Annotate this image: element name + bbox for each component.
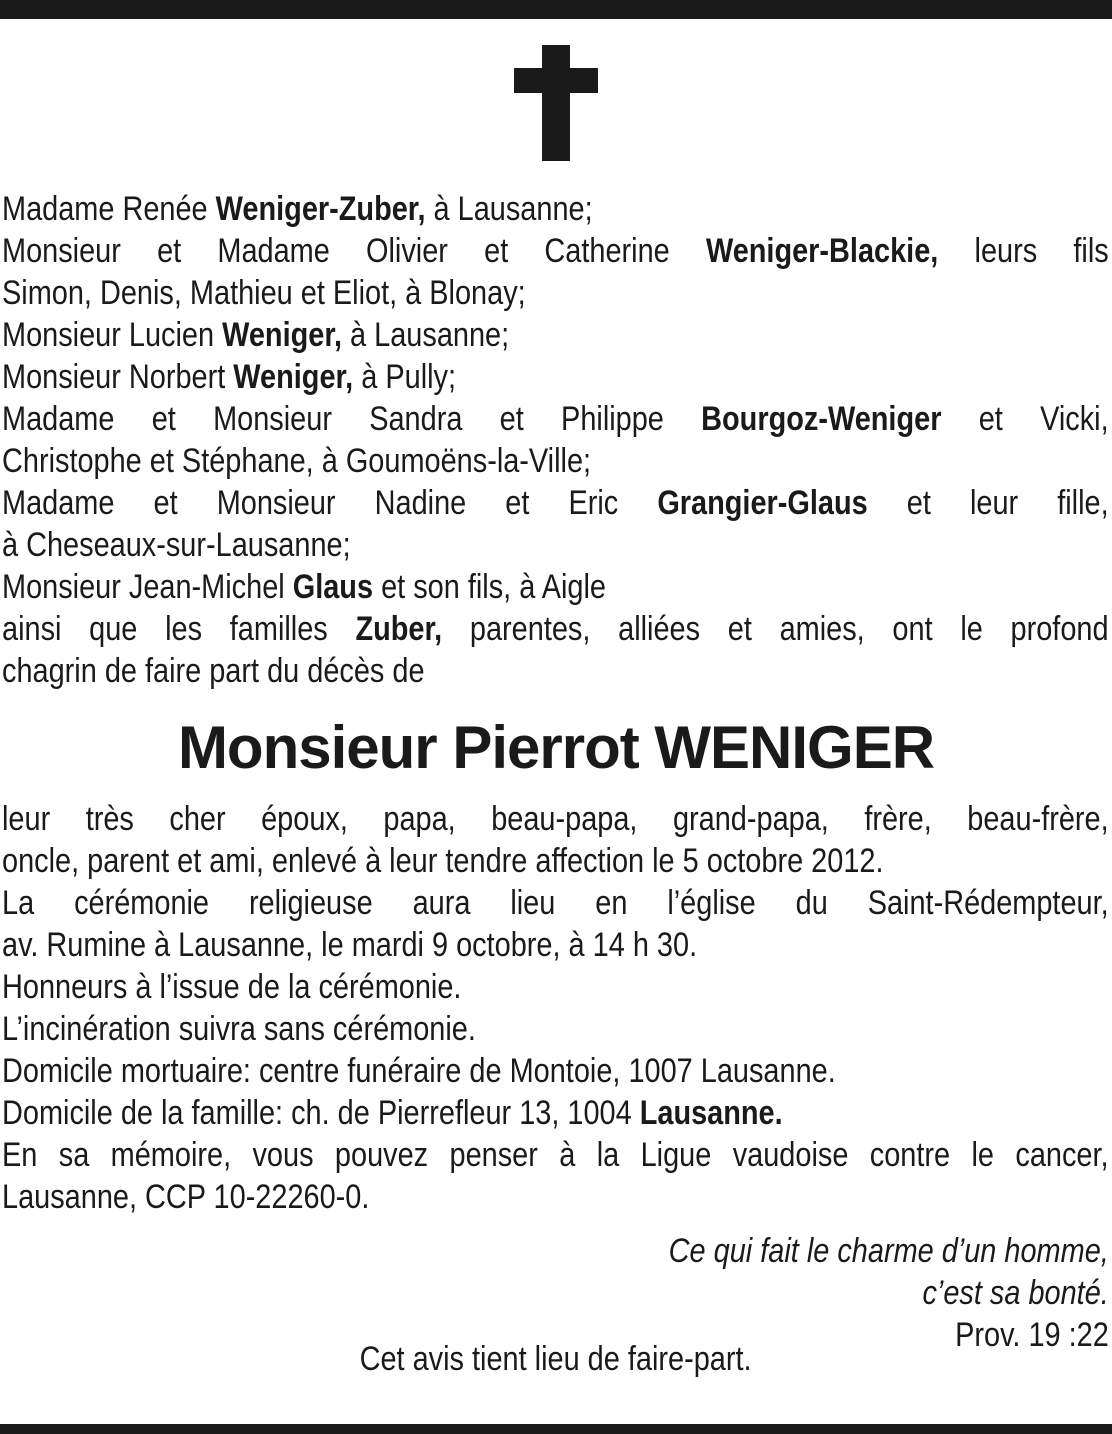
details-line-8: Domicile de la famille: ch. de Pierrefleur 13, 1004 Lausanne.: [2, 1094, 783, 1132]
details-line-6: L’incinération suivra sans cérémonie.: [2, 1010, 476, 1048]
verse-line-1: Ce qui fait le charme d’un homme,: [668, 1232, 1109, 1270]
family-line-8: Madame et Monsieur Nadine et Eric Grangier-Glaus et leur fille,: [2, 484, 1109, 522]
details-line-9: En sa mémoire, vous pouvez penser à la Ligue vaudoise contre le cancer,: [2, 1136, 1109, 1174]
details-line-5: Honneurs à l’issue de la cérémonie.: [2, 968, 462, 1006]
family-line-6: Madame et Monsieur Sandra et Philippe Bourgoz-Weniger et Vicki,: [2, 400, 1109, 438]
verse-line-2: c’est sa bonté.: [922, 1274, 1109, 1312]
top-rule: [0, 0, 1112, 19]
verse-reference: Prov. 19 :22: [955, 1316, 1109, 1354]
family-line-4: Monsieur Lucien Weniger, à Lausanne;: [2, 316, 510, 354]
family-line-11: ainsi que les familles Zuber, parentes, alliées et amies, ont le profond: [2, 610, 1109, 648]
latin-cross-icon: [514, 45, 598, 161]
details-line-1: leur très cher époux, papa, beau-papa, grand-papa, frère, beau-frère,: [2, 800, 1109, 838]
family-line-12: chagrin de faire part du décès de: [2, 652, 425, 690]
deceased-name: Monsieur Pierrot WENIGER: [177, 714, 935, 781]
details-line-10: Lausanne, CCP 10-22260-0.: [2, 1178, 370, 1216]
footer-note: [0, 1338, 1112, 1380]
bottom-rule: [0, 1424, 1112, 1434]
family-line-1: Madame Renée Weniger-Zuber, à Lausanne;: [2, 190, 593, 228]
family-line-2: Monsieur et Madame Olivier et Catherine Weniger-Blackie, leurs fils: [2, 232, 1109, 270]
funeral-details: [2, 798, 1109, 1218]
details-line-7: Domicile mortuaire: centre funéraire de Montoie, 1007 Lausanne.: [2, 1052, 836, 1090]
family-list: [2, 188, 1109, 692]
family-line-9: à Cheseaux-sur-Lausanne;: [2, 526, 351, 564]
family-line-3: Simon, Denis, Mathieu et Eliot, à Blonay;: [2, 274, 526, 312]
family-line-7: Christophe et Stéphane, à Goumoëns-la-Ville;: [2, 442, 592, 480]
details-line-4: av. Rumine à Lausanne, le mardi 9 octobre, à 14 h 30.: [2, 926, 698, 964]
family-line-10: Monsieur Jean-Michel Glaus et son fils, à Aigle: [2, 568, 606, 606]
details-line-2: oncle, parent et ami, enlevé à leur tendre affection le 5 octobre 2012.: [2, 842, 884, 880]
details-line-3: La cérémonie religieuse aura lieu en l’église du Saint-Rédempteur,: [2, 884, 1109, 922]
footer-text: Cet avis tient lieu de faire-part.: [360, 1340, 752, 1378]
family-line-5: Monsieur Norbert Weniger, à Pully;: [2, 358, 457, 396]
